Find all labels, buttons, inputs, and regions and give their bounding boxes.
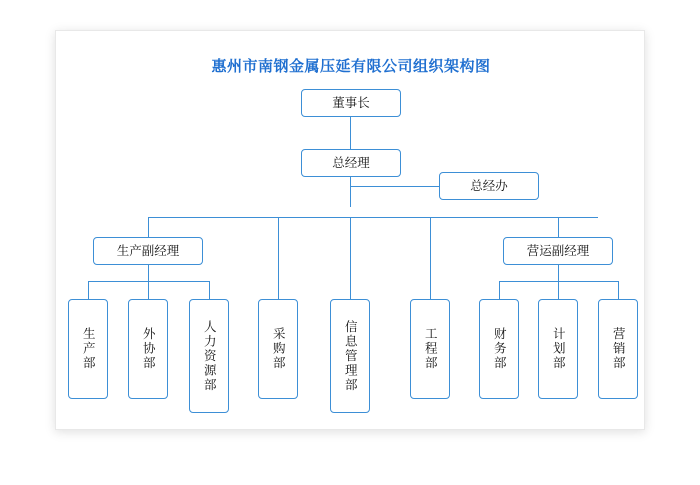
node-outsourcing-dept[interactable]: 外协部 [128, 299, 168, 399]
node-operations-deputy-manager[interactable]: 营运副经理 [503, 237, 613, 265]
node-general-manager[interactable]: 总经理 [301, 149, 401, 177]
connector-to-marketing-dept [618, 281, 619, 299]
connector-production-manager-drop [148, 265, 149, 281]
connector-to-production-dept [88, 281, 89, 299]
node-marketing-dept[interactable]: 营销部 [598, 299, 638, 399]
node-general-office[interactable]: 总经办 [439, 172, 539, 200]
org-chart-diagram [56, 31, 646, 431]
connector-to-planning-dept [558, 281, 559, 299]
connector-gm-to-office-vertical [350, 177, 351, 207]
connector-to-hr-dept [209, 281, 210, 299]
connector-bus-to-purchasing [278, 217, 279, 299]
connector-to-outsourcing-dept [148, 281, 149, 299]
node-purchasing-dept[interactable]: 采购部 [258, 299, 298, 399]
node-finance-dept[interactable]: 财务部 [479, 299, 519, 399]
connector-operations-sub-bus [499, 281, 619, 282]
connector-operations-manager-drop [558, 265, 559, 281]
node-hr-dept[interactable]: 人力资源部 [189, 299, 229, 413]
node-planning-dept[interactable]: 计划部 [538, 299, 578, 399]
connector-chairman-to-gm [350, 117, 351, 149]
node-info-management-dept[interactable]: 信息管理部 [330, 299, 370, 413]
connector-main-bus [148, 217, 598, 218]
org-chart-card [55, 30, 645, 430]
connector-bus-to-engineering [430, 217, 431, 299]
node-production-deputy-manager[interactable]: 生产副经理 [93, 237, 203, 265]
node-engineering-dept[interactable]: 工程部 [410, 299, 450, 399]
connector-to-finance-dept [499, 281, 500, 299]
connector-gm-to-office-horizontal [350, 186, 439, 187]
node-production-dept[interactable]: 生产部 [68, 299, 108, 399]
connector-bus-to-info-management [350, 217, 351, 299]
chart-title: 惠州市南钢金属压延有限公司组织架构图 [211, 58, 491, 75]
node-chairman[interactable]: 董事长 [301, 89, 401, 117]
